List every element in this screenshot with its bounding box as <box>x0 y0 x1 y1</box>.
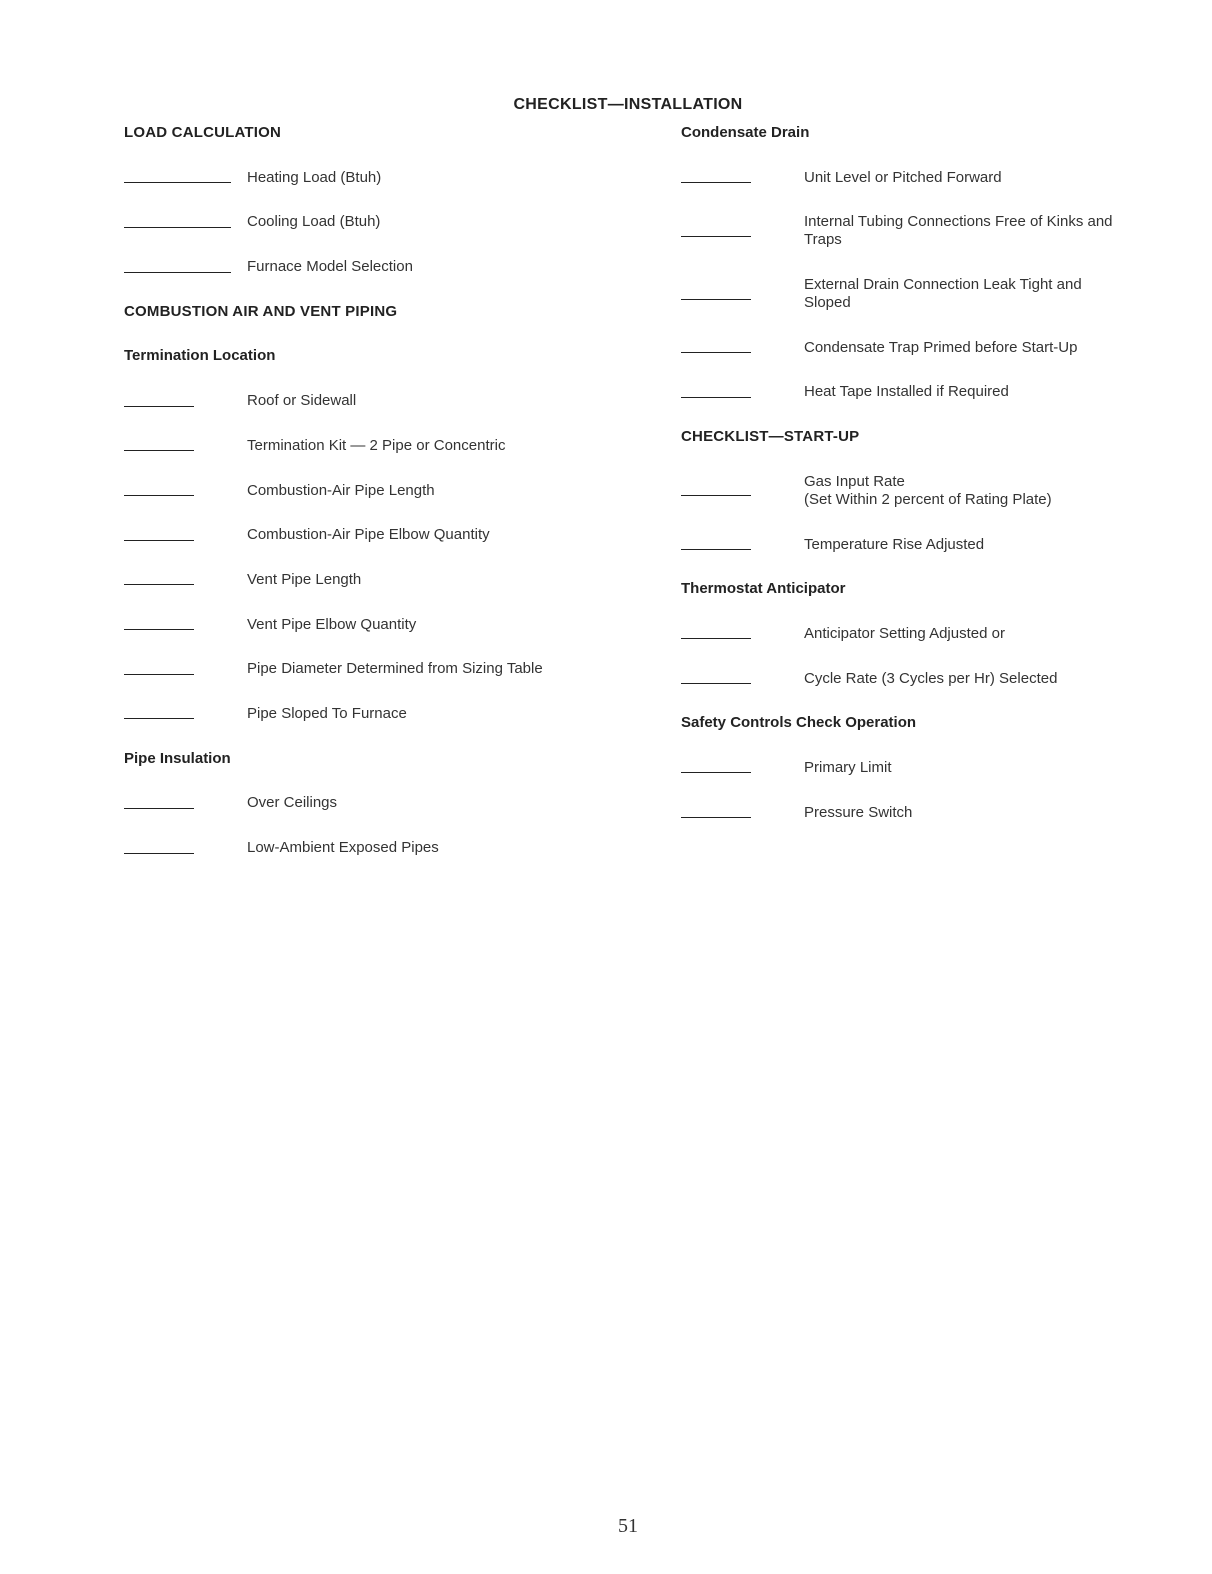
gas-input-line-1: Gas Input Rate <box>804 472 905 490</box>
checklist-item <box>124 169 624 187</box>
checklist-item <box>124 660 624 678</box>
checklist-item <box>124 571 624 589</box>
checklist-label: Pipe Diameter Determined from Sizing Table <box>247 660 543 678</box>
checklist-blank[interactable] <box>124 629 194 630</box>
checklist-label: Internal Tubing Connections Free of Kinks and Traps <box>804 213 1113 249</box>
checklist-item <box>681 169 1121 187</box>
section-heading-pipe-insulation: Pipe Insulation <box>124 749 231 767</box>
checklist-blank[interactable] <box>681 817 751 818</box>
section-heading-load-calculation: LOAD CALCULATION <box>124 124 282 141</box>
checklist-label: Over Ceilings <box>247 794 338 812</box>
checklist-label: Combustion-Air Pipe Elbow Quantity <box>247 526 490 544</box>
checklist-label: Vent Pipe Length <box>247 570 362 588</box>
checklist-blank[interactable] <box>681 772 751 773</box>
checklist-label <box>804 473 1052 509</box>
checklist-item <box>124 616 624 634</box>
checklist-blank[interactable] <box>681 299 751 300</box>
checklist-label: Cooling Load (Btuh) <box>247 213 381 231</box>
checklist-item <box>681 383 1121 401</box>
checklist-blank[interactable] <box>124 808 194 809</box>
checklist-blank[interactable] <box>124 272 231 273</box>
checklist-blank[interactable] <box>681 549 751 550</box>
checklist-blank[interactable] <box>124 406 194 407</box>
checklist-blank[interactable] <box>124 495 194 496</box>
checklist-blank[interactable] <box>124 584 194 585</box>
checklist-item <box>681 536 1121 554</box>
section-heading-combustion-air: COMBUSTION AIR AND VENT PIPING <box>124 302 398 320</box>
checklist-item <box>124 437 624 455</box>
checklist-label: Furnace Model Selection <box>247 258 413 276</box>
checklist-blank[interactable] <box>681 495 751 496</box>
checklist-label: Pressure Switch <box>804 803 913 821</box>
page-number: 51 <box>618 1515 638 1537</box>
checklist-blank[interactable] <box>124 674 194 675</box>
checklist-item <box>681 804 1121 822</box>
section-heading-thermostat-anticipator: Thermostat Anticipator <box>681 580 846 598</box>
checklist-blank[interactable] <box>681 352 751 353</box>
checklist-label: Primary Limit <box>804 758 892 776</box>
checklist-item <box>681 213 1121 249</box>
checklist-label: Low-Ambient Exposed Pipes <box>247 839 439 856</box>
left-column <box>124 124 624 884</box>
section-heading-safety-controls: Safety Controls Check Operation <box>681 714 917 732</box>
checklist-item <box>681 759 1121 777</box>
page-title: CHECKLIST—INSTALLATION <box>513 96 743 113</box>
section-heading-termination-location: Termination Location <box>124 347 276 365</box>
checklist-label: Combustion-Air Pipe Length <box>247 481 435 499</box>
checklist-item <box>681 625 1121 643</box>
checklist-label: Heat Tape Installed if Required <box>804 383 1009 401</box>
checklist-blank[interactable] <box>681 397 751 398</box>
checklist-blank[interactable] <box>124 182 231 183</box>
checklist-item <box>124 794 624 812</box>
checklist-blank[interactable] <box>681 683 751 684</box>
checklist-blank[interactable] <box>124 540 194 541</box>
checklist-blank[interactable] <box>124 718 194 719</box>
checklist-item <box>681 276 1121 312</box>
checklist-item <box>124 705 624 723</box>
checklist-item <box>681 473 1121 509</box>
checklist-item <box>681 670 1121 688</box>
checklist-blank[interactable] <box>124 450 194 451</box>
checklist-item <box>124 482 624 500</box>
checklist-item <box>124 258 624 276</box>
section-heading-condensate-drain: Condensate Drain <box>681 124 810 141</box>
checklist-blank[interactable] <box>681 236 751 237</box>
checklist-item <box>681 339 1121 357</box>
checklist-label: Roof or Sidewall <box>247 392 357 410</box>
checklist-label: Pipe Sloped To Furnace <box>247 704 407 722</box>
checklist-blank[interactable] <box>124 227 231 228</box>
checklist-blank[interactable] <box>681 182 751 183</box>
checklist-item <box>124 526 624 544</box>
checklist-label: Unit Level or Pitched Forward <box>804 168 1002 186</box>
checklist-label: Termination Kit — 2 Pipe or Concentric <box>247 436 506 454</box>
checklist-item <box>124 839 624 857</box>
checklist-label: Cycle Rate (3 Cycles per Hr) Selected <box>804 669 1058 687</box>
section-heading-checklist-startup: CHECKLIST—START-UP <box>681 428 860 446</box>
checklist-item <box>124 392 624 410</box>
gas-input-line-2: (Set Within 2 percent of Rating Plate) <box>804 490 1052 508</box>
checklist-label: Heating Load (Btuh) <box>247 168 382 186</box>
checklist-blank[interactable] <box>681 638 751 639</box>
right-column <box>681 124 1121 848</box>
checklist-label: External Drain Connection Leak Tight and Sloped <box>804 276 1082 312</box>
checklist-item <box>124 213 624 231</box>
checklist-label: Vent Pipe Elbow Quantity <box>247 615 417 633</box>
checklist-label: Condensate Trap Primed before Start-Up <box>804 338 1078 356</box>
checklist-blank[interactable] <box>124 853 194 854</box>
checklist-label: Temperature Rise Adjusted <box>804 535 985 553</box>
checklist-label: Anticipator Setting Adjusted or <box>804 624 1005 642</box>
